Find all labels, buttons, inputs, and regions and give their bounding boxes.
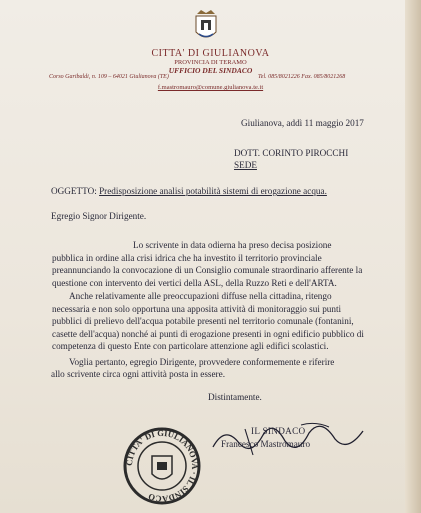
letterhead-email-link[interactable]: f.mastromauro@comune.giulianova.te.it	[157, 84, 264, 91]
recipient-place: SEDE	[234, 160, 257, 170]
paragraph-line: pubblici di prelievo dell'acqua potabile presenti nel territorio comunale (fontanini,	[52, 316, 354, 327]
letterhead-phone-fax: Tel. 085/8021226 Fax. 085/8021268	[258, 74, 346, 80]
paragraph-line: Lo scrivente in data odierna ha preso decisa posizione	[133, 240, 332, 250]
city-crest-icon	[193, 8, 219, 44]
official-stamp	[122, 426, 202, 506]
letterhead-province: PROVINCIA DI TERAMO	[174, 59, 247, 66]
subject-line	[51, 185, 327, 198]
salutation: Distintamente.	[208, 392, 262, 402]
paragraph-line: questione con intervento dei vertici della ASL, della Ruzzo Reti e dell'ARTA.	[52, 277, 337, 288]
paragraph-line: necessaria e non solo opportuna una apposita attività di monitoraggio sui punti	[52, 303, 342, 314]
subject-text: Predisposizione analisi potabilità sistemi di erogazione acqua.	[99, 186, 327, 196]
letterhead-city: CITTA' DI GIULIANOVA	[151, 48, 270, 59]
letterhead-address: Corso Garibaldi, n. 109 – 64021 Giulianova (TE)	[49, 74, 169, 80]
paragraph-1	[52, 239, 362, 289]
paragraph-line: pubblica in ordine alla crisi idrica che ha investito il territorio provinciale	[52, 252, 322, 263]
closing-line-2: allo scrivente circa ogni attività posta in essere.	[51, 369, 225, 379]
paragraph-2	[52, 290, 364, 353]
greeting: Egregio Signor Dirigente.	[51, 211, 147, 221]
letter-date: Giulianova, addì 11 maggio 2017	[241, 118, 364, 128]
closing-line-1: Voglia pertanto, egregio Dirigente, provvedere conformemente e riferire	[69, 357, 335, 367]
signatory-title: IL SINDACO	[251, 426, 306, 436]
svg-text:CITTA' DI GIULIANOVA · IL SIND: CITTA' DI GIULIANOVA · IL SINDACO	[123, 427, 201, 505]
page-edge-shadow	[405, 0, 421, 513]
paragraph-line: preannunciando la convocazione di un Consiglio comunale straordinario afferente la	[52, 265, 363, 276]
paragraph-line: casette dell'acqua) nonché ai punti di erogazione presenti in ogni edificio pubblico di	[52, 328, 364, 339]
recipient-name: DOTT. CORINTO PIROCCHI	[234, 148, 349, 158]
paragraph-line: Anche relativamente alle preoccupazioni diffuse nella cittadina, ritengo	[69, 291, 332, 301]
paragraph-line: competenza di questo Ente con particolare attenzione agli edifici scolastici.	[52, 341, 329, 352]
letterhead-office: UFFICIO DEL SINDACO	[168, 66, 253, 75]
subject-label: OGGETTO:	[51, 186, 97, 196]
signatory-name: Francesco Mastromauro	[221, 439, 311, 449]
